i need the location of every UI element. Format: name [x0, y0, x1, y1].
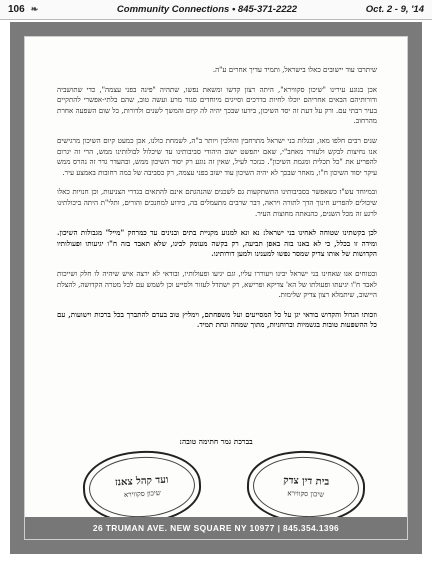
beth-din-seal — [246, 449, 366, 525]
seal-left-line2: שיכון סקווירא — [123, 489, 161, 499]
paragraph-6: ובטוחים אנו שאחינו בני ישראל יבינו ויעוררו עליו, וגם יגיעו ופעולותיו, ובודאי לא ירצה איש שיהיה לו חלק ושייכות לאבד ח"ו יגיעתו ופעולתו של הא' צדיקא ופרישא, רק ישתדל לעזור ולסייע וכן לשמש עם לכל מטרה הקדושה, להצלת היישוב, שיתמלא רצון צדיק שלימות. — [57, 268, 377, 300]
page-number: 106 — [8, 4, 25, 15]
paragraph-2: אכן בנוגע עירינו "שיכון סקווירא", היתה רצון קדשו ומשאת נפשו, שתהיה "פינה בפני עצמה", כדי שתושביה ודורותיהם הבאים אחריהם יוכלו לחיות בדרכים וסייגים מיוחדים סגור מרע ועשה טוב, שהם בלתי-אפשרי להתקיים בעיר רבתי עם. ורק על דעת זה יסד השיכון, בידעו שבכך יהיה לה קיום והמשך לשנים ולדורות, כל שום השפעה אחרת מהרחוב. — [57, 84, 377, 126]
issue-date: Oct. 2 - 9, '14 — [365, 4, 424, 15]
seal-left-line1: ועד קהל צאנז — [114, 474, 169, 489]
address-footer: 26 TRUMAN AVE. NEW SQUARE NY 10977 | 845.354.1396 — [25, 517, 407, 539]
publication-title: Community Connections • 845-371-2222 — [116, 4, 298, 15]
paragraph-3: שנים רבים חלפו מאז, ובגלות בני ישראל מתרחבין והולכין ויותר ב"ה, לשמחת כולנו, אכן כמעט קיום השיכון מרגישים אנו נחיצות לבקש ולעורר מאחב"י, שאם יתפשט ישוב היהודי סביבותינו עד שיכלול לבולותינו ממש, הרי זה יגרום להפריע את "כל תכלית ומגמת השיכון". כנזכר לעיל, שאין זה נוגע רק יסוד השיכון ממש, ובהעדר גדר זה נהרס ממש עיקר יסוד השיכון ח"ו, מאחר שבכך לא יהיה השיכון עוד ישוב בפני עצמה, רק כסביבה של כמה רחובות באמצע עיר. — [57, 135, 377, 177]
paragraph-7: וזכותו הגדול והקדוש בודאי יגן על כל המסייעים ועל משפחתם, וימליץ טוב בעדם להתברך בכל ברכות וישועות, עם כל ההשפעות טובות בגשמיות וברוחניות, מתוך שמחה ונחת תמיד. — [57, 309, 377, 330]
ornament-icon: ❧ — [30, 4, 39, 14]
letter-frame — [10, 22, 422, 554]
letter-body — [57, 65, 377, 340]
closing-blessing: בברכת גמר חתימה טובה: — [179, 437, 253, 446]
community-seal — [81, 448, 203, 526]
seal-right-line2: שיכון סקווירא — [287, 489, 325, 499]
seal-right-line1: בית דין צדק — [283, 475, 330, 488]
paragraph-1: שיתרבו עוד יישובים כאלו בישראל, ותמיד עדיך אחרים ע"ה. — [212, 65, 377, 74]
paragraph-4: ובמיוחד עש"ז כשאפשר בסביבותינו התשתקעות גם לשכנים שהנהגתם אינם להתאים בגדרי הצניעות, וכן חנויות כאלו שיכולים להפריע חינוך הדך לתורה ויראה, דבר שרבים מתעמלים בה, כידוע למחנכים והורים, ותלי"ת היתה ביכולתינו לרגע זה מכל השנים, כהנאתה מחוצות העיר. — [57, 187, 377, 218]
paragraph-5: לכן בקשתינו שטוחה לאחינו בני ישראל: נא ונא למנוע מקניית בתים ובנינים עד כמרחק "מייל" מגבולות השיכון. ומידה זו בכלל, כי לא באנו בזה באפן תביעה, רק בקשה מעומק לבינו, שלא תאבד בזה ח"ו יגיעותו ופעולותיו הקדושות של אותו צדיק שמסר נפשו למענינו ולמען דורותינו. — [57, 228, 377, 259]
letter-paper — [24, 36, 408, 540]
page-header — [0, 0, 432, 20]
